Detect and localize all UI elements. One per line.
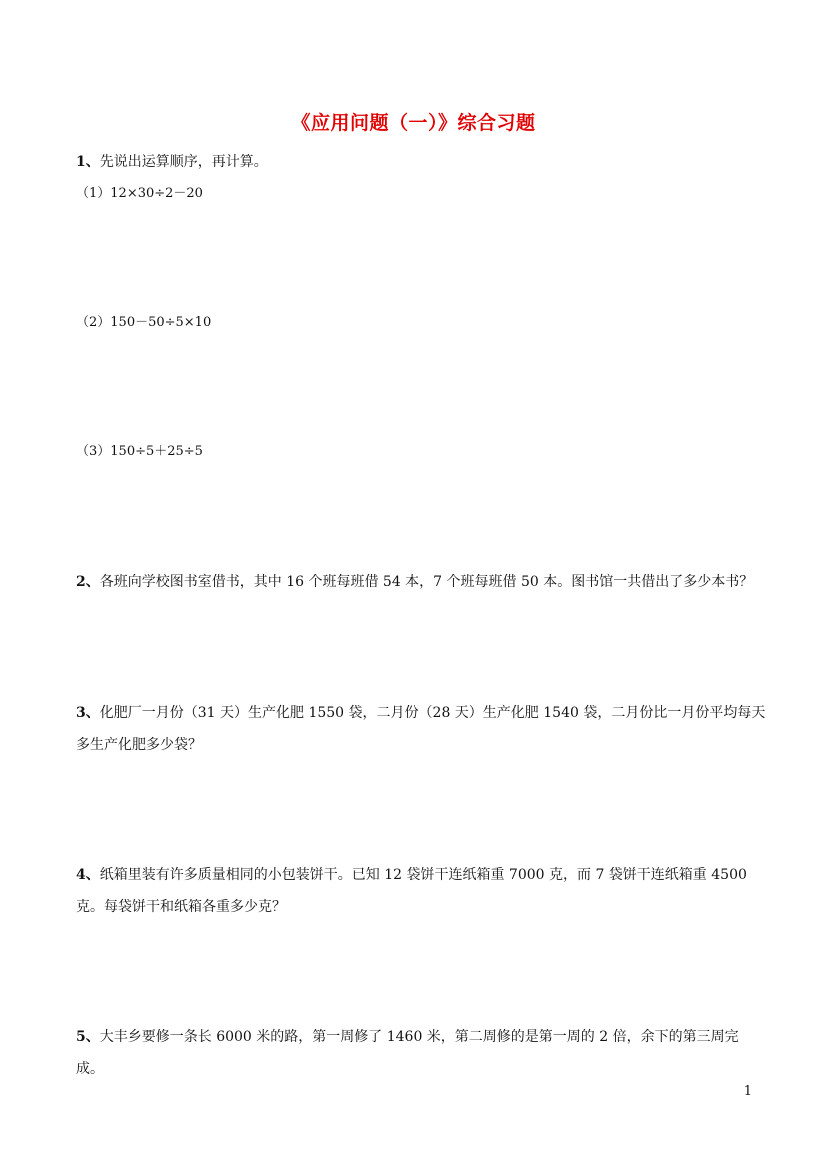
question-1-text: 先说出运算顺序，再计算。	[99, 154, 268, 170]
question-1-part-2: （2）150－50÷5×10	[76, 315, 212, 330]
question-3-text: 化肥厂一月份（31 天）生产化肥 1550 袋，二月份（28 天）生产化肥 1540 袋，二月份比一月份平均每天多生产化肥多少袋？	[76, 705, 766, 753]
page-number: 1	[743, 1084, 752, 1099]
question-2-number: 2、	[76, 574, 100, 590]
question-1	[76, 146, 766, 178]
question-5-text: 大丰乡要修一条长 6000 米的路，第一周修了 1460 米，第二周修的是第一周的 2 倍，余下的第三周完成。	[76, 1029, 739, 1077]
question-1-part-1: （1）12×30÷2－20	[76, 186, 203, 201]
question-5-number: 5、	[76, 1029, 100, 1045]
question-3-number: 3、	[76, 705, 100, 721]
question-4-number: 4、	[76, 867, 100, 883]
worksheet-title: 《应用问题（一）》综合习题	[291, 112, 536, 134]
question-5	[76, 1021, 766, 1085]
question-1-number: 1、	[76, 154, 100, 170]
question-2-text: 各班向学校图书室借书，其中 16 个班每班借 54 本，7 个班每班借 50 本。图书馆一共借出了多少本书？	[99, 574, 754, 590]
question-2	[76, 566, 766, 598]
question-3	[76, 697, 766, 761]
question-4	[76, 859, 766, 923]
question-1-part-3: （3）150÷5＋25÷5	[76, 444, 203, 459]
question-4-text: 纸箱里装有许多质量相同的小包装饼干。已知 12 袋饼干连纸箱重 7000 克，而 7 袋饼干连纸箱重 4500 克。每袋饼干和纸箱各重多少克？	[76, 867, 747, 915]
